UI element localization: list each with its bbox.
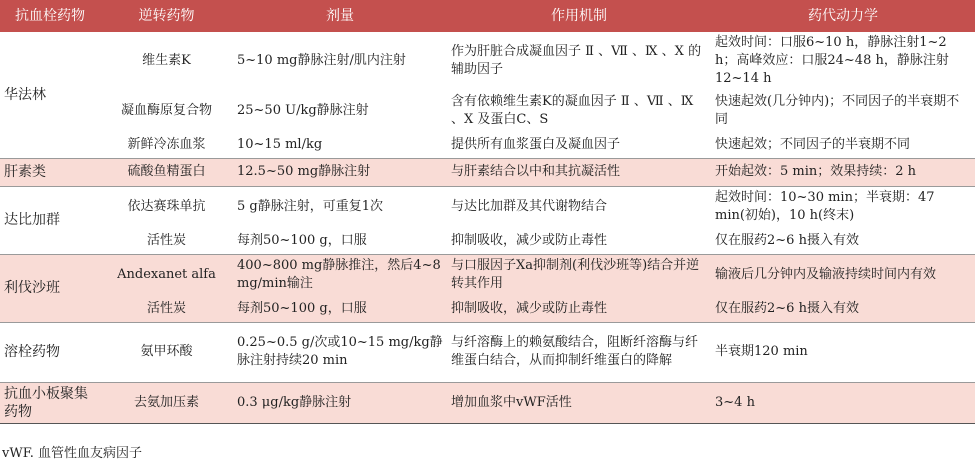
pk-cell: 半衰期120 min <box>711 322 975 382</box>
mechanism-cell: 增加血浆中vWF活性 <box>447 382 711 423</box>
header-row <box>0 0 975 32</box>
mechanism-cell: 含有依赖维生素K的凝血因子 Ⅱ 、Ⅶ 、Ⅸ 、Ⅹ 及蛋白C、S <box>447 90 711 132</box>
mechanism-cell: 抑制吸收，减少或防止毒性 <box>447 296 711 322</box>
group-name: 华法林 <box>0 32 100 158</box>
mechanism-cell: 抑制吸收，减少或防止毒性 <box>447 228 711 254</box>
table-row <box>0 32 975 90</box>
agent-cell: 凝血酶原复合物 <box>100 90 233 132</box>
group-name: 抗血小板聚集药物 <box>0 382 100 423</box>
table-row <box>0 90 975 132</box>
footnote: vWF. 血管性血友病因子 <box>2 446 142 461</box>
agent-cell: 活性炭 <box>100 228 233 254</box>
mechanism-cell: 与纤溶酶上的赖氨酸结合，阻断纤溶酶与纤维蛋白结合，从而抑制纤维蛋白的降解 <box>447 322 711 382</box>
pk-cell: 起效时间：口服6~10 h，静脉注射1~2 h；高峰效应：口服24~48 h，静脉注射12~14 h <box>711 32 975 90</box>
pk-cell: 3~4 h <box>711 382 975 423</box>
dose-cell: 25~50 U/kg静脉注射 <box>233 90 447 132</box>
mechanism-cell: 提供所有血浆蛋白及凝血因子 <box>447 132 711 158</box>
pk-cell: 仅在服药2~6 h摄入有效 <box>711 228 975 254</box>
dose-cell: 400~800 mg静脉推注，然后4~8 mg/min输注 <box>233 254 447 296</box>
agent-cell: 活性炭 <box>100 296 233 322</box>
dose-cell: 5~10 mg静脉注射/肌内注射 <box>233 32 447 90</box>
agent-cell: 新鲜冷冻血浆 <box>100 132 233 158</box>
dose-cell: 12.5~50 mg静脉注射 <box>233 158 447 186</box>
table-row <box>0 382 975 423</box>
mechanism-cell: 作为肝脏合成凝血因子 Ⅱ 、Ⅶ 、Ⅸ 、Ⅹ 的辅助因子 <box>447 32 711 90</box>
mechanism-cell: 与达比加群及其代谢物结合 <box>447 186 711 228</box>
table-row <box>0 254 975 296</box>
table-row <box>0 132 975 158</box>
group-name: 达比加群 <box>0 186 100 254</box>
table-row <box>0 228 975 254</box>
header-cell: 作用机制 <box>447 0 711 32</box>
dose-cell: 0.25~0.5 g/次或10~15 mg/kg静脉注射持续20 min <box>233 322 447 382</box>
agent-cell: 依达赛珠单抗 <box>100 186 233 228</box>
agent-cell: 氨甲环酸 <box>100 322 233 382</box>
pk-cell: 快速起效(几分钟内)；不同因子的半衰期不同 <box>711 90 975 132</box>
pk-cell: 起效时间：10~30 min；半衰期：47 min(初始)，10 h(终末) <box>711 186 975 228</box>
group-name: 利伐沙班 <box>0 254 100 322</box>
pk-cell: 开始起效：5 min；效果持续：2 h <box>711 158 975 186</box>
dose-cell: 每剂50~100 g，口服 <box>233 228 447 254</box>
header-cell: 剂量 <box>233 0 447 32</box>
pk-cell: 输液后几分钟内及输液持续时间内有效 <box>711 254 975 296</box>
header-cell: 逆转药物 <box>100 0 233 32</box>
mechanism-cell: 与肝素结合以中和其抗凝活性 <box>447 158 711 186</box>
pk-cell: 仅在服药2~6 h摄入有效 <box>711 296 975 322</box>
dose-cell: 10~15 ml/kg <box>233 132 447 158</box>
mechanism-cell: 与口服因子Ⅹa抑制剂(利伐沙班等)结合并逆转其作用 <box>447 254 711 296</box>
agent-cell: Andexanet alfa <box>100 254 233 296</box>
table-row <box>0 322 975 382</box>
pk-cell: 快速起效；不同因子的半衰期不同 <box>711 132 975 158</box>
group-name: 溶栓药物 <box>0 322 100 382</box>
header-cell: 抗血栓药物 <box>0 0 100 32</box>
dose-cell: 5 g静脉注射，可重复1次 <box>233 186 447 228</box>
agent-cell: 硫酸鱼精蛋白 <box>100 158 233 186</box>
dose-cell: 每剂50~100 g，口服 <box>233 296 447 322</box>
agent-cell: 维生素K <box>100 32 233 90</box>
header-cell: 药代动力学 <box>711 0 975 32</box>
agent-cell: 去氨加压素 <box>100 382 233 423</box>
dose-cell: 0.3 μg/kg静脉注射 <box>233 382 447 423</box>
group-name: 肝素类 <box>0 158 100 186</box>
table-row <box>0 158 975 186</box>
table-row <box>0 296 975 322</box>
table-row <box>0 186 975 228</box>
